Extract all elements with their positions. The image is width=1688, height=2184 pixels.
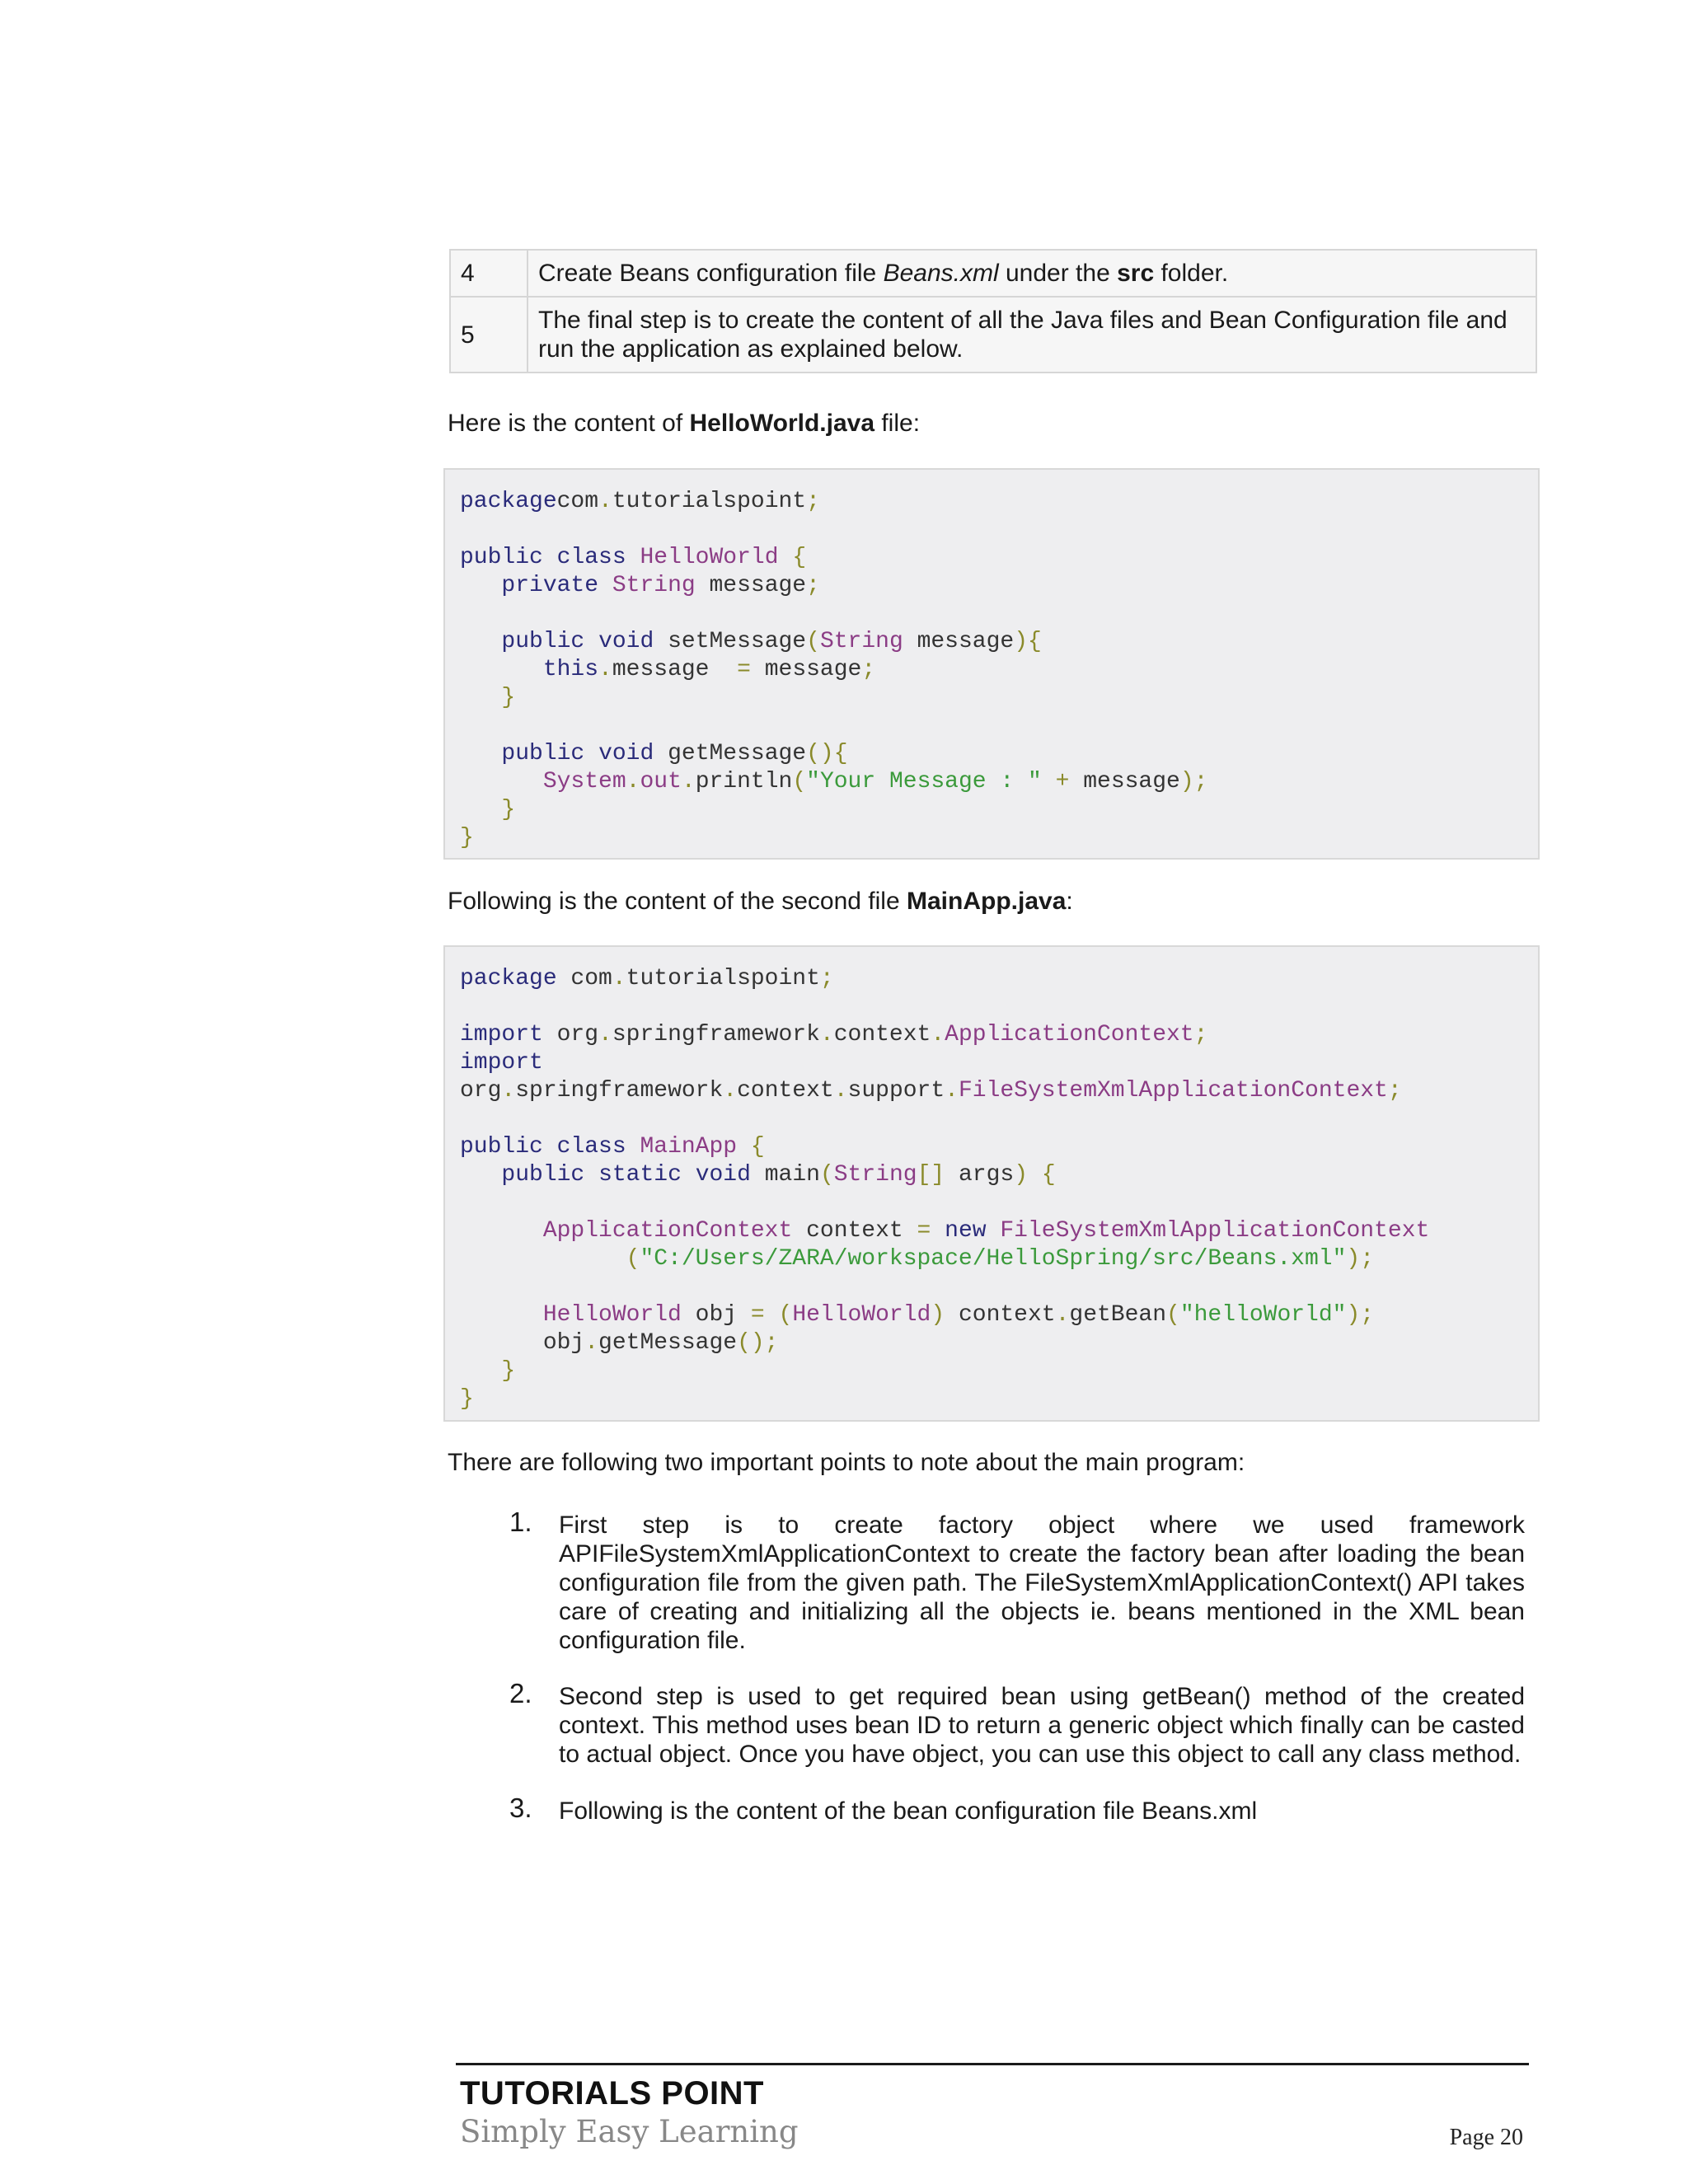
code-token <box>987 1218 1001 1244</box>
code-token: = <box>917 1218 931 1244</box>
code-token: (); <box>737 1330 779 1356</box>
code-token: . <box>598 1022 612 1047</box>
code-token: message <box>1069 769 1180 794</box>
code-token: com <box>556 489 599 514</box>
code-token: { <box>792 545 807 570</box>
code-token: ; <box>819 966 834 991</box>
code-line <box>460 1162 1056 1188</box>
code-line <box>460 1022 1207 1047</box>
code-token: } <box>460 1386 474 1412</box>
code-token: context <box>737 1078 834 1104</box>
code-token: public <box>501 741 585 766</box>
code-token <box>460 1246 626 1272</box>
code-line <box>460 769 1207 794</box>
code-token: getBean <box>1069 1302 1167 1328</box>
code-token: public <box>501 1162 585 1188</box>
code-token: setMessage <box>654 629 807 654</box>
code-token: = <box>737 657 751 682</box>
code-token: void <box>598 741 654 766</box>
code-token: ); <box>1179 769 1208 794</box>
code-token: () <box>806 741 834 766</box>
code-token: ; <box>861 657 876 682</box>
code-token <box>626 545 640 570</box>
code-token: [] <box>917 1162 945 1188</box>
code-token <box>460 1302 543 1328</box>
code-token: ( <box>819 1162 834 1188</box>
code-token <box>584 629 598 654</box>
code-token: . <box>931 1022 945 1047</box>
code-token: private <box>501 573 599 598</box>
code-token: ); <box>1346 1246 1375 1272</box>
code-token: FileSystemXmlApplicationContext <box>958 1078 1388 1104</box>
intro-filename: MainApp.java <box>907 888 1067 915</box>
code-token: new <box>945 1218 987 1244</box>
code-token: HelloWorld <box>542 1302 682 1328</box>
step-text-part: under the <box>998 260 1118 287</box>
code-token: . <box>723 1078 738 1104</box>
code-line <box>460 1358 515 1384</box>
code-line <box>460 573 820 598</box>
code-token <box>584 741 598 766</box>
code-line <box>460 1050 543 1076</box>
code-token: public <box>501 629 585 654</box>
code-token: . <box>945 1078 959 1104</box>
code-line <box>460 1302 1374 1328</box>
code-token: MainApp <box>640 1134 738 1160</box>
points-intro: There are following two important points to note about the main program: <box>448 1449 1245 1476</box>
code-token: static <box>598 1162 682 1188</box>
code-token: ApplicationContext <box>945 1022 1194 1047</box>
table-row <box>450 250 1536 297</box>
code-token <box>765 1302 779 1328</box>
mainapp-intro <box>448 887 1544 916</box>
code-token <box>460 741 501 766</box>
code-token <box>460 797 501 823</box>
step-text-filename: Beans.xml <box>883 260 999 287</box>
code-token <box>460 769 543 794</box>
code-token: obj <box>460 1330 585 1356</box>
code-token: out <box>640 769 682 794</box>
code-token: { <box>1028 629 1042 654</box>
code-token: springframework <box>612 1022 820 1047</box>
code-line <box>460 825 474 851</box>
code-token: "helloWorld" <box>1179 1302 1347 1328</box>
code-token <box>737 1134 751 1160</box>
intro-filename: HelloWorld.java <box>689 410 875 437</box>
code-token: import <box>460 1022 543 1047</box>
code-token: message <box>750 657 862 682</box>
step-text-part: folder. <box>1154 260 1229 287</box>
code-token <box>460 1218 543 1244</box>
code-token <box>460 657 543 682</box>
intro-text: Here is the content of <box>448 410 690 437</box>
code-token: org <box>542 1022 599 1047</box>
page-number: Page 20 <box>1449 2125 1523 2150</box>
code-token <box>682 1162 696 1188</box>
code-token: package <box>460 489 557 514</box>
code-token: org <box>460 1078 502 1104</box>
list-text: Second step is used to get required bean using getBean() method of the created context. This method uses bean ID to return a generic object which finally can be casted to actual object. Once you have object, you can use this object to call any class method. <box>559 1683 1525 1768</box>
helloworld-intro <box>448 409 1544 438</box>
code-token: } <box>460 825 474 851</box>
code-token: "Your Message : " <box>806 769 1042 794</box>
code-block-helloworld <box>443 468 1540 860</box>
code-token: = <box>750 1302 765 1328</box>
code-line <box>460 545 806 570</box>
code-token: void <box>598 629 654 654</box>
code-token <box>543 1134 557 1160</box>
code-token: springframework <box>515 1078 724 1104</box>
footer-divider <box>456 2063 1529 2065</box>
code-token: String <box>819 629 903 654</box>
list-text: First step is to create factory object where we used framework APIFileSystemXmlApplicationContext to create the factory bean after loading the bean configuration file from the given path. The FileSystemXmlApplicationContext() API takes care of creating and initializing all the objects ie. beans mentioned in the XML bean configuration file. <box>559 1511 1525 1654</box>
code-token: args <box>945 1162 1015 1188</box>
code-token: FileSystemXmlApplicationContext <box>1000 1218 1430 1244</box>
code-token: . <box>501 1078 516 1104</box>
code-token: class <box>556 1134 626 1160</box>
code-token: + <box>1055 769 1070 794</box>
code-line <box>460 741 848 766</box>
code-token: class <box>556 545 626 570</box>
code-token: . <box>833 1078 848 1104</box>
code-token: void <box>695 1162 751 1188</box>
footer-brand: TUTORIALS POINT <box>460 2075 764 2111</box>
code-token <box>779 545 793 570</box>
code-token: tutorialspoint <box>626 966 820 991</box>
code-token: context <box>792 1218 917 1244</box>
footer-tagline: Simply Easy Learning <box>460 2114 799 2149</box>
code-token: { <box>750 1134 765 1160</box>
list-item <box>503 1793 1525 1825</box>
code-token: String <box>833 1162 917 1188</box>
code-token: HelloWorld <box>640 545 779 570</box>
list-text: Following is the content of the bean configuration file Beans.xml <box>559 1797 1258 1825</box>
code-token: obj <box>681 1302 751 1328</box>
code-token: package <box>460 966 557 991</box>
list-number: 1. <box>509 1507 532 1537</box>
code-token: context <box>833 1022 931 1047</box>
code-block-mainapp <box>443 945 1540 1422</box>
code-token: ( <box>626 1246 640 1272</box>
code-line <box>460 797 515 823</box>
step-text: The final step is to create the content of all the Java files and Bean Configuration file and run the application as explained below. <box>528 297 1536 373</box>
code-token: import <box>460 1050 543 1076</box>
code-token: } <box>501 685 516 710</box>
code-token: getMessage <box>598 1330 738 1356</box>
code-token <box>460 573 501 598</box>
code-token: ) <box>931 1302 945 1328</box>
code-token: ) <box>1014 629 1028 654</box>
code-token: "C:/Users/ZARA/workspace/HelloSpring/src/Beans.xml" <box>640 1246 1347 1272</box>
code-line <box>460 1246 1374 1272</box>
step-text-folder: src <box>1117 260 1155 287</box>
code-token: main <box>750 1162 820 1188</box>
code-token <box>460 629 501 654</box>
code-line <box>460 629 1042 654</box>
code-token: ( <box>806 629 820 654</box>
code-token: ; <box>806 573 820 598</box>
code-token <box>460 1358 501 1384</box>
code-token: ; <box>1193 1022 1208 1047</box>
code-token <box>931 1218 945 1244</box>
code-token: } <box>501 1358 516 1384</box>
code-line <box>460 1330 779 1356</box>
list-item <box>503 1507 1525 1655</box>
code-token: System <box>542 769 626 794</box>
code-token: support <box>847 1078 945 1104</box>
code-token <box>460 1162 501 1188</box>
code-token: ApplicationContext <box>542 1218 793 1244</box>
code-token: println <box>695 769 793 794</box>
code-token: . <box>819 1022 834 1047</box>
intro-text: : <box>1066 888 1073 915</box>
code-token: public <box>460 545 543 570</box>
code-token: . <box>598 657 612 682</box>
code-line <box>460 1218 1429 1244</box>
code-token: ); <box>1346 1302 1375 1328</box>
code-token: . <box>626 769 640 794</box>
code-token: ) <box>1014 1162 1029 1188</box>
code-token: ( <box>1166 1302 1180 1328</box>
code-token: public <box>460 1134 543 1160</box>
code-token: context <box>945 1302 1056 1328</box>
code-token: com <box>556 966 612 991</box>
code-token: tutorialspoint <box>612 489 807 514</box>
code-token: . <box>612 966 626 991</box>
code-token: ; <box>806 489 820 514</box>
code-token: message <box>612 657 738 682</box>
code-token: { <box>833 741 848 766</box>
code-token: . <box>584 1330 599 1356</box>
code-line <box>460 685 515 710</box>
intro-text: file: <box>874 410 921 437</box>
code-token: . <box>598 489 612 514</box>
code-token <box>543 545 557 570</box>
step-number: 5 <box>450 297 528 373</box>
table-row <box>450 297 1536 373</box>
list-number: 2. <box>509 1678 532 1708</box>
step-number: 4 <box>450 250 528 297</box>
code-line <box>460 657 875 682</box>
code-token <box>460 685 501 710</box>
code-line <box>460 489 820 514</box>
code-token: message <box>695 573 807 598</box>
code-token <box>626 1134 640 1160</box>
code-token <box>1028 1162 1042 1188</box>
code-token: HelloWorld <box>792 1302 931 1328</box>
code-token: ; <box>1387 1078 1402 1104</box>
points-list <box>503 1507 1525 1825</box>
code-line <box>460 1386 474 1412</box>
code-token: String <box>612 573 696 598</box>
code-token <box>1042 769 1056 794</box>
code-token: message <box>903 629 1015 654</box>
list-number: 3. <box>509 1793 532 1823</box>
intro-text: Following is the content of the second file <box>448 888 907 915</box>
code-token: this <box>542 657 599 682</box>
code-token: getMessage <box>654 741 807 766</box>
code-line <box>460 1134 765 1160</box>
code-token: ( <box>778 1302 793 1328</box>
step-text <box>528 250 1536 297</box>
code-token: ( <box>792 769 807 794</box>
code-token <box>598 573 612 598</box>
code-line <box>460 1078 1402 1104</box>
code-token <box>584 1162 598 1188</box>
code-token: . <box>1055 1302 1070 1328</box>
code-token: . <box>681 769 696 794</box>
code-line <box>460 966 834 991</box>
step-text-part: Create Beans configuration file <box>538 260 884 287</box>
list-item <box>503 1678 1525 1769</box>
code-token: { <box>1041 1162 1056 1188</box>
code-token: } <box>501 797 516 823</box>
steps-table <box>449 249 1537 373</box>
